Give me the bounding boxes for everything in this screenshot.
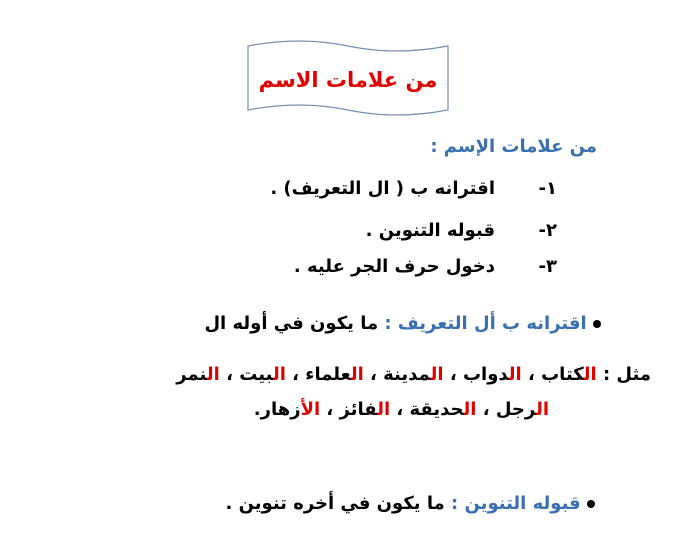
point-1-description: ما يكون في أوله ال — [204, 313, 379, 334]
list-item-2-text: قبوله التنوين . — [365, 220, 495, 241]
bullet-icon — [593, 320, 601, 328]
example-word: الفائز — [339, 399, 391, 420]
page-title: من علامات الاسم — [258, 68, 438, 92]
point-2 — [225, 493, 595, 514]
point-1 — [204, 313, 601, 334]
title-banner — [244, 40, 452, 120]
example-word: المدينة — [383, 364, 444, 385]
point-2-description: ما يكون في أخره تنوين . — [225, 493, 445, 514]
example-line-1: مثل : الكتاب ، الدواب ، المدينة ، العلماء ، البيت ، النمر — [176, 364, 651, 385]
example-word: النمر — [176, 364, 220, 385]
example-word: الأزهار — [260, 399, 321, 420]
list-item-2-number: ٢- — [538, 220, 557, 241]
list-item-3-number: ٣- — [538, 256, 557, 277]
example-word: العلماء — [305, 364, 364, 385]
example-word: الرجل — [495, 399, 549, 420]
example-word: الكتاب — [541, 364, 597, 385]
example-word: الدواب — [462, 364, 522, 385]
list-item-1-text: اقترانه ب ( ال التعريف) . — [270, 178, 495, 199]
example-prefix: مثل : — [596, 364, 651, 385]
point-1-label: اقترانه ب أل التعريف : — [384, 313, 587, 334]
example-word: البيت — [239, 364, 286, 385]
point-2-label: قبوله التنوين : — [451, 493, 581, 514]
example-word: الحديقة — [409, 399, 477, 420]
list-item-3-text: دخول حرف الجر عليه . — [293, 256, 495, 277]
list-item-1-number: ١- — [538, 178, 557, 199]
bullet-icon — [587, 500, 595, 508]
section-heading: من علامات الإسم : — [430, 136, 597, 157]
example-line-2: الرجل ، الحديقة ، الفائز ، الأزهار. — [253, 399, 549, 420]
